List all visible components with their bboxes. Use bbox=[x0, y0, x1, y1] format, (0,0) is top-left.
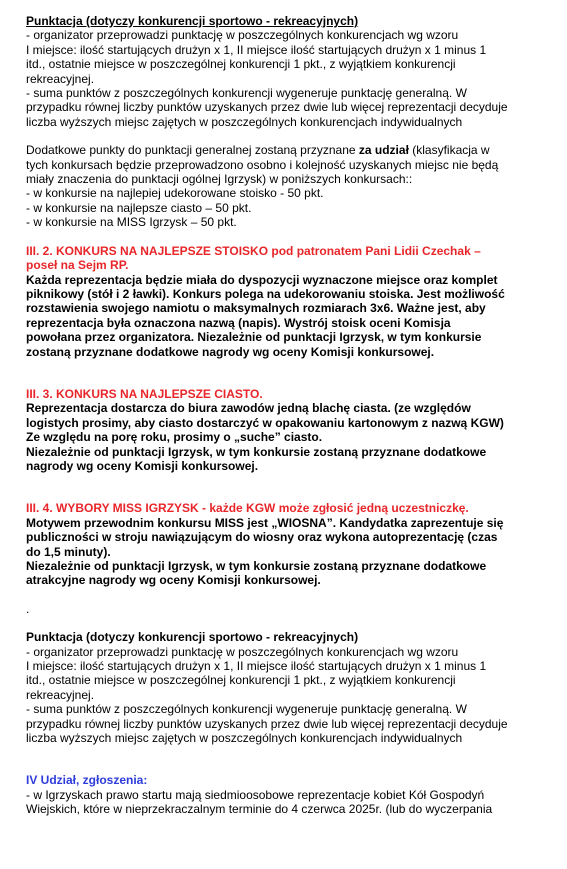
extra-intro-text-b: (klasyfikacja w tych konkursach będzie przeprowadzono osobno i kolejność uzyskanych miejsc nie będą miały znaczenia do punktacji ogólnej Igrzysk) w poniższych konkursach:: bbox=[26, 143, 499, 187]
extra-intro-bold: za udział bbox=[358, 143, 409, 158]
stand-contest-heading: III. 2. KONKURS NA NAJLEPSZE STOISKO pod patronatem Pani Lidii Czechak – poseł na Sejm RP. bbox=[26, 243, 481, 273]
extra-points-intro bbox=[26, 143, 546, 186]
extra-intro-text-a: Dodatkowe punkty do punktacji generalnej zostaną przyznane bbox=[26, 143, 359, 158]
cake-contest-heading: III. 3. KONKURS NA NAJLEPSZE CIASTO. bbox=[26, 386, 263, 401]
document-page bbox=[26, 14, 546, 817]
extra-item: - w konkursie na najlepsze ciasto – 50 pkt. bbox=[26, 200, 252, 215]
scoring-body-repeat: - organizator przeprowadzi punktację w poszczególnych konkurencjach wg wzoru I miejsce: ilość startujących drużyn x 1, II miejsce ilość startujących drużyn x 1 minus 1 itd., ostatnie miejsce w poszczególnej konkurencji 1 pkt., z wyjątkiem konkurencji rekreacyjnej. - suma punktów z poszczególnych konkurencji wygeneruje punktację generalną. W przypadku równej liczby punktów uzyskanych przez dwie lub więcej reprezentacji decyduje liczba wyższych miejsc zajętych w poszczególnych konkurencjach indywidualnych bbox=[26, 644, 508, 746]
extra-item: - w konkursie na najlepiej udekorowane stoisko - 50 pkt. bbox=[26, 186, 324, 201]
participation-body: - w Igrzyskach prawo startu mają siedmioosobowe reprezentacje kobiet Kół Gospodyń Wiejskich, które w nieprzekraczalnym terminie do 4 czerwca 2025r. (lub do wyczerpania bbox=[26, 787, 493, 817]
participation-heading: IV Udział, zgłoszenia: bbox=[26, 773, 148, 788]
stray-dot: . bbox=[26, 601, 30, 616]
scoring-title-repeat: Punktacja (dotyczy konkurencji sportowo - rekreacyjnych) bbox=[26, 630, 359, 645]
miss-contest-heading: III. 4. WYBORY MISS IGRZYSK - każde KGW może zgłosić jedną uczestniczkę. bbox=[26, 501, 469, 516]
stand-contest-body: Każda reprezentacja będzie miała do dyspozycji wyznaczone miejsce oraz komplet piknikowy (stół i 2 ławki). Konkurs polega na udekorowaniu stoiska. Jest możliwość rozstawienia swojego namiotu o maksymalnych rozmiarach 3x6. Ważne jest, aby reprezentacja była oznaczona nazwą (napis). Wystrój stoisk oceni Komisja powołana przez organizatora. Niezależnie od punktacji Igrzysk, w tym konkursie zostaną przyznane dodatkowe nagrody wg oceny Komisji konkursowej. bbox=[26, 272, 505, 359]
scoring-body: - organizator przeprowadzi punktację w poszczególnych konkurencjach wg wzoru I miejsce: ilość startujących drużyn x 1, II miejsce ilość startujących drużyn x 1 minus 1 itd., ostatnie miejsce w poszczególnej konkurencji 1 pkt., z wyjątkiem konkurencji rekreacyjnej. - suma punktów z poszczególnych konkurencji wygeneruje punktację generalną. W przypadku równej liczby punktów uzyskanych przez dwie lub więcej reprezentacji decyduje liczba wyższych miejsc zajętych w poszczególnych konkurencjach indywidualnych bbox=[26, 28, 508, 129]
cake-contest-body: Reprezentacja dostarcza do biura zawodów jedną blachę ciasta. (ze względów logistych prosimy, aby ciasto dostarczyć w opakowaniu kartonowym z nazwą KGW) Ze względu na porę roku, prosimy o „suche” ciasto. Niezależnie od punktacji Igrzysk, w tym konkursie zostaną przyznane dodatkowe nagrody wg oceny Komisji konkursowej. bbox=[26, 401, 504, 473]
scoring-title: Punktacja (dotyczy konkurencji sportowo - rekreacyjnych) bbox=[26, 14, 359, 28]
extra-item: - w konkursie na MISS Igrzysk – 50 pkt. bbox=[26, 215, 237, 230]
miss-contest-body: Motywem przewodnim konkursu MISS jest „WIOSNA”. Kandydatka zaprezentuje się publiczności w stroju nawiązującym do wiosny oraz wykona autoprezentację (czas do 1,5 minuty). Niezależnie od punktacji Igrzysk, w tym konkursie zostaną przyznane dodatkowe atrakcyjne nagrody wg oceny Komisji konkursowej. bbox=[26, 515, 504, 588]
